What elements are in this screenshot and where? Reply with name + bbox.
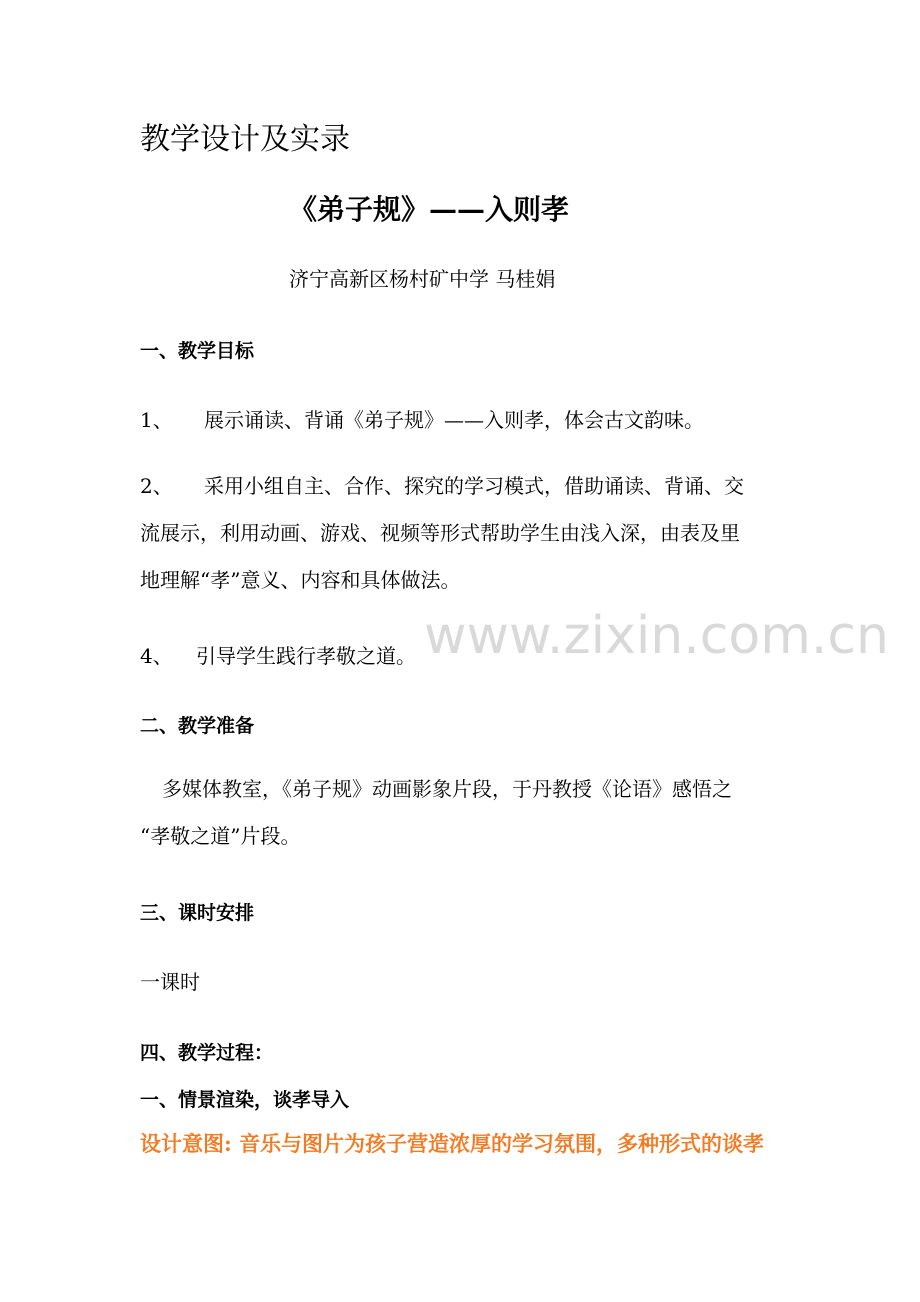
section-schedule-heading: 三、课时安排 bbox=[140, 902, 255, 924]
section-goals-heading: 一、教学目标 bbox=[140, 340, 255, 362]
goal-2-line-1: 采用小组自主、合作、探究的学习模式，借助诵读、背诵、交 bbox=[204, 474, 744, 498]
section-preparation-heading: 二、教学准备 bbox=[140, 715, 255, 737]
goal-4-number: 4、 bbox=[140, 644, 173, 668]
section-process-heading: 四、教学过程： bbox=[140, 1042, 274, 1064]
author-line: 济宁高新区杨村矿中学 马桂娟 bbox=[289, 267, 556, 291]
goal-2-line-3: 地理解“孝”意义、内容和具体做法。 bbox=[140, 568, 461, 592]
watermark: www.zixin.com.cn bbox=[424, 606, 889, 666]
preparation-paragraph bbox=[140, 766, 800, 860]
preparation-line-1: 多媒体教室，《弟子规》动画影象片段，于丹教授《论语》感悟之 bbox=[162, 777, 732, 801]
design-intent-text: 设计意图: 音乐与图片为孩子营造浓厚的学习氛围，多种形式的谈孝 bbox=[140, 1131, 765, 1156]
goal-2-number: 2、 bbox=[140, 474, 173, 498]
goal-4-text: 引导学生践行孝敬之道。 bbox=[196, 644, 416, 668]
goal-2-line-2: 流展示，利用动画、游戏、视频等形式帮助学生由浅入深，由表及里 bbox=[140, 521, 740, 545]
goal-1-number: 1、 bbox=[140, 408, 173, 432]
document-heading: 教学设计及实录 bbox=[140, 122, 350, 157]
schedule-text: 一课时 bbox=[140, 970, 200, 994]
goal-1-text: 展示诵读、背诵《弟子规》——入则孝，体会古文韵味。 bbox=[204, 408, 704, 432]
preparation-line-2: “孝敬之道”片段。 bbox=[140, 824, 301, 848]
goal-2 bbox=[140, 463, 800, 604]
document-title: 《弟子规》——入则孝 bbox=[289, 193, 570, 226]
step-1-heading: 一、情景渲染，谈孝导入 bbox=[140, 1089, 350, 1111]
goal-4 bbox=[140, 640, 416, 669]
goal-1 bbox=[140, 404, 704, 433]
